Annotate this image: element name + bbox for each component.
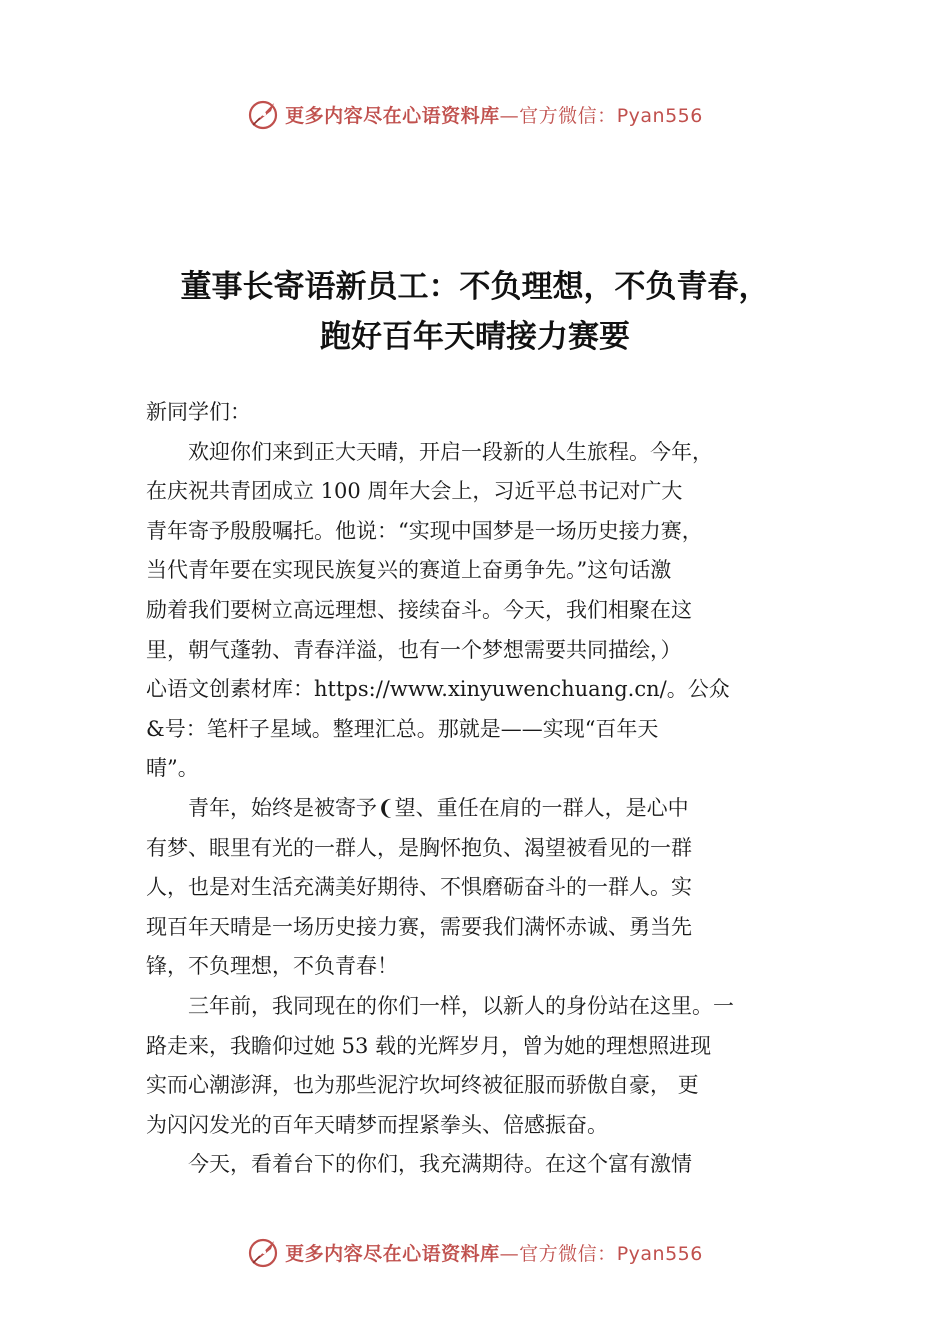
footer-separator: — [499,1242,520,1265]
body-text-line: 心语文创素材库：https://www.xinyuwenchuang.cn/。公众 [146,677,730,702]
body-text-line: 为闪闪发光的百年天晴梦而捏紧拳头、倍感振奋。 [146,1112,608,1137]
body-text-line: 今天，看着台下的你们，我充满期待。在这个富有激情 [146,1152,692,1177]
body-text-line: 现百年天晴是一场历史接力赛，需要我们满怀赤诚、勇当先 [146,914,692,939]
body-text-line: 路走来，我瞻仰过她 53 载的光辉岁月，曾为她的理想照进现 [146,1033,712,1058]
body-text-line: 青年寄予殷殷嘱托。他说：“实现中国梦是一场历史接力赛， [146,518,703,543]
header-banner [0,94,950,134]
quill-pen-logo-icon [247,1235,281,1269]
header-wechat-handle: Pyan556 [616,104,703,127]
body-text-line: 青年，始终是被寄予❨望、重任在肩的一群人，是心中 [146,795,689,820]
body-text-line: 人，也是对生活充满美好期待、不惧磨砺奋斗的一群人。实 [146,875,692,900]
footer-banner [0,1232,950,1272]
header-separator: — [499,104,520,127]
header-wechat-label: 官方微信： [519,104,617,127]
body-text-line: 锋，不负理想，不负青春！ [146,954,398,979]
body-text-line: &号：笔杆子星域。整理汇总。那就是——实现“百年天 [146,716,659,741]
body-text-line: 实而心潮澎湃，也为那些泥泞坎坷终被征服而骄傲自豪， 更 [146,1073,699,1098]
body-text-line: 在庆祝共青团成立 100 周年大会上，习近平总书记对广大 [146,479,683,504]
body-text-line: 三年前，我同现在的你们一样，以新人的身份站在这里。一 [146,993,734,1018]
footer-wechat-handle: Pyan556 [616,1242,703,1265]
quill-pen-logo-icon [247,97,281,131]
body-text-line: 欢迎你们来到正大天晴，开启一段新的人生旅程。今年， [146,439,713,464]
document-body [146,393,836,1185]
title-line-1: 董事长寄语新员工：不负理想，不负青春， [180,269,770,305]
body-text-line: 有梦、眼里有光的一群人，是胸怀抱负、渴望被看见的一群 [146,835,692,860]
body-text-line: 新同学们： [146,400,251,424]
header-banner-text [285,101,703,128]
footer-brand: 更多内容尽在心语资料库 [285,1242,500,1265]
header-brand: 更多内容尽在心语资料库 [285,104,500,127]
footer-banner-text [285,1239,703,1266]
body-text-line: 晴”。 [146,756,199,781]
body-text-line: 里，朝气蓬勃、青春洋溢，也有一个梦想需要共同描绘，） [146,637,682,662]
title-line-2: 跑好百年天晴接力赛要 [320,319,630,355]
document-title [100,262,850,362]
footer-wechat-label: 官方微信： [519,1242,617,1265]
body-text-line: 励着我们要树立高远理想、接续奋斗。今天，我们相聚在这 [146,597,692,622]
body-text-line: 当代青年要在实现民族复兴的赛道上奋勇争先。”这句话激 [146,558,672,583]
